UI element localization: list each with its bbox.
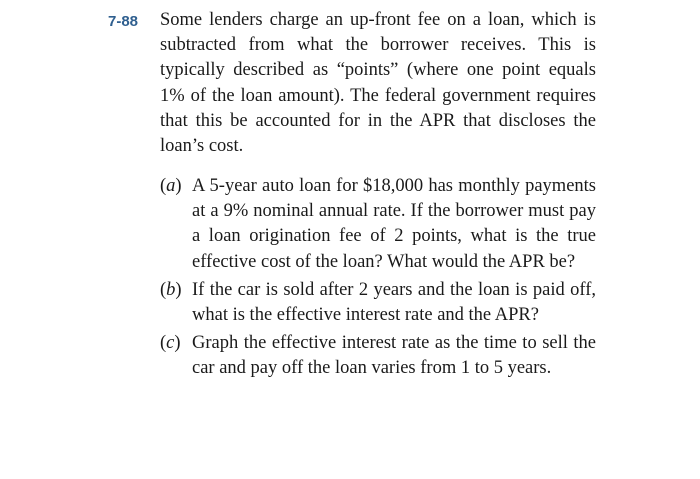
part-b-label: (b) (160, 279, 182, 300)
part-b (160, 278, 596, 328)
part-a-label: (a) (160, 176, 182, 196)
part-c (160, 331, 596, 381)
part-a (160, 174, 596, 275)
problem-parts (160, 174, 596, 385)
part-c-label: (c) (160, 333, 181, 354)
part-c-text: Graph the effective interest rate as the time to sell the car and pay off the loan varies from 1 to 5 years. (192, 333, 596, 379)
part-b-text: If the car is sold after 2 years and the loan is paid off, what is the effective interest rate and the APR? (192, 279, 596, 326)
part-a-text: A 5-year auto loan for $18,000 has monthly payments at a 9% nominal annual rate. If the borrower must pay a loan origination fee of 2 points, what is the true effective cost of the loan? What would the APR be? (192, 176, 596, 272)
problem-intro: Some lenders charge an up-front fee on a loan, which is subtracted from what the borrower receives. This is typically described as “points” (where one point equals 1% of the loan amount). The federal government requires that this be accounted for in the APR that discloses the loan’s cost. (160, 10, 596, 157)
problem-number: 7-88 (108, 13, 139, 30)
